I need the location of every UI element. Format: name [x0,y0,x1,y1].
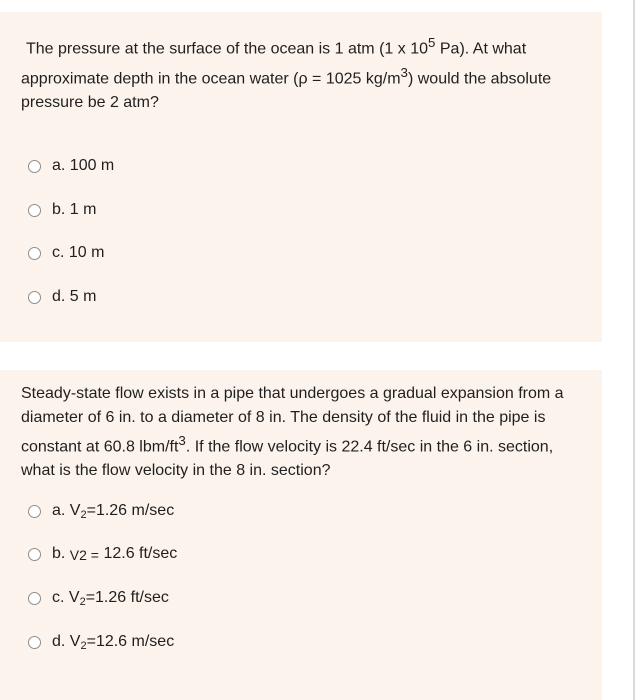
option-label: d. 5 m [52,288,97,305]
scrollbar[interactable] [626,0,640,700]
subscript: 2 [80,639,87,652]
superscript: 3 [400,64,408,80]
option-c[interactable] [28,242,104,264]
radio-button[interactable] [28,636,41,649]
radio-button[interactable] [28,548,41,561]
question-text-part: ) would the absolute [407,70,552,88]
option-label-suffix: =12.6 m/sec [86,632,175,650]
option-label [52,633,174,652]
option-label: a. 100 m [52,157,115,174]
question-text-part: The pressure at the surface of the ocean is 1 atm (1 x 10 [26,40,428,58]
radio-button[interactable] [28,160,41,173]
option-a[interactable] [28,500,174,522]
question-text-part: . If the flow velocity is 22.4 ft/sec in the 6 in. section, [185,438,554,456]
option-label-prefix: d. V [52,632,81,650]
question-text [21,31,581,114]
radio-button[interactable] [28,592,41,605]
question-text [21,382,581,482]
question-text-part: approximate depth in the ocean water (ρ = 1025 kg/m [21,70,401,88]
radio-button[interactable] [28,505,41,518]
subscript: 2 [80,508,87,521]
radio-button[interactable] [28,291,41,304]
option-d[interactable] [28,286,96,308]
question-line [21,61,581,91]
option-label-prefix: b. [52,545,70,562]
option-label-alt: V2 = [69,547,99,563]
option-a[interactable] [28,155,114,177]
question-text-part: constant at 60.8 lbm/ft [21,438,179,456]
option-d[interactable] [28,631,174,653]
question-line: Steady-state flow exists in a pipe that undergoes a gradual expansion from a [21,385,564,402]
question-line [21,429,581,459]
option-label-prefix: a. V [52,501,81,519]
option-label: c. 10 m [52,244,105,261]
option-label-suffix: =1.26 ft/sec [85,588,169,606]
superscript: 5 [428,35,436,50]
option-label [52,589,169,608]
question-line: what is the flow velocity in the 8 in. section? [21,461,331,479]
question-text-part: Pa). At what [435,40,527,58]
scrollbar-thumb[interactable] [633,0,635,700]
option-label-suffix: 12.6 ft/sec [99,545,178,562]
question-line: diameter of 6 in. to a diameter of 8 in. The density of the fluid in the pipe is [21,408,546,426]
radio-button[interactable] [28,247,41,260]
subscript: 2 [79,595,86,608]
option-c[interactable] [28,587,169,609]
question-card-1 [0,12,602,342]
option-label [52,545,177,563]
question-line [21,31,581,61]
radio-button[interactable] [28,204,41,217]
superscript: 3 [178,433,186,448]
option-label [52,502,174,521]
question-line: pressure be 2 atm? [21,93,159,111]
option-label-suffix: =1.26 m/sec [86,501,175,519]
option-b[interactable] [28,543,177,565]
option-label: b. 1 m [52,201,97,218]
question-card-2 [0,370,602,700]
option-b[interactable] [28,199,96,221]
option-label-prefix: c. V [52,588,80,606]
